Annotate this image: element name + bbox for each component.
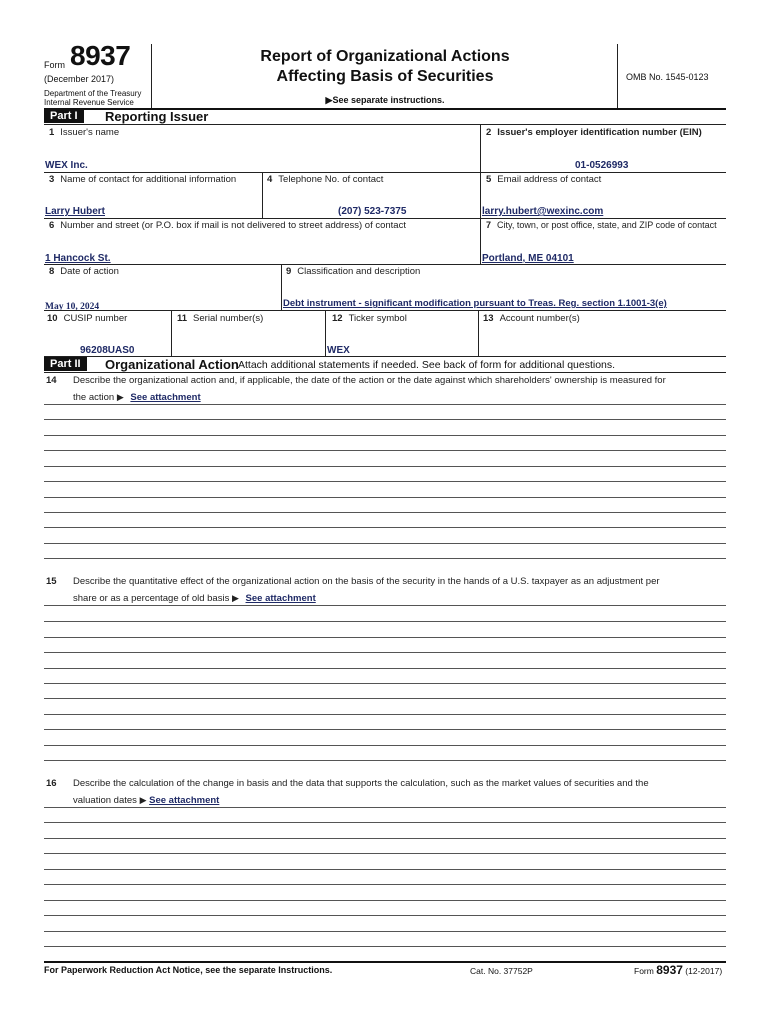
field-2-label: 2 Issuer's employer identification number (EIN) [486,127,702,138]
form-title-line2: Affecting Basis of Securities [276,68,494,85]
catalog-number: Cat. No. 37752P [470,966,533,976]
form-prefix: Form [44,60,65,70]
arrow-right-icon: ▶ [325,95,333,105]
part2-subtitle: Attach additional statements if needed. See back of form for additional questions. [238,359,616,371]
field-4-label: 4 Telephone No. of contact [267,174,384,185]
city-state-zip-value[interactable]: Portland, ME 04101 [482,253,574,264]
row2-divider-a [262,172,263,218]
field-11-label: 11 Serial number(s) [177,313,264,324]
footer-rule [44,961,726,963]
part2-tag: Part II [44,357,87,371]
field-3-label: 3 Name of contact for additional information [49,174,237,185]
q14-number: 14 [46,375,57,386]
arrow-right-icon: ▶ [116,392,124,402]
issuer-name-value[interactable]: WEX Inc. [45,160,88,171]
field-8-label: 8 Date of action [49,266,119,277]
part1-title-rule [44,124,726,125]
field-7-label: 7 City, town, or post office, state, and ZIP code of contact [486,220,717,230]
email-value[interactable]: larry.hubert@wexinc.com [482,206,604,217]
form-revision: (December 2017) [44,74,115,84]
ticker-value[interactable]: WEX [327,345,350,356]
part1-title: Reporting Issuer [105,109,209,124]
row2-rule [44,218,726,219]
part1-tag: Part I [44,109,84,123]
row1-divider [480,124,481,172]
field-1-label: 1 Issuer's name [49,127,120,138]
instructions-line [152,95,618,106]
row1-rule [44,172,726,173]
row5-divider-b [325,310,326,356]
q14-text-line1: Describe the organizational action and, if applicable, the date of the action or the date against which shareholders' ownership is measured for [73,375,666,386]
row2-divider-b [480,172,481,218]
row4-rule [44,310,726,311]
ein-value[interactable]: 01-0526993 [575,160,629,171]
row3-divider [480,218,481,264]
field-5-label: 5 Email address of contact [486,174,602,185]
field-6-label: 6 Number and street (or P.O. box if mail is not delivered to street address) of contact [49,220,406,231]
form-title-line1: Report of Organizational Actions [260,48,510,65]
agency-line1: Department of the Treasury [44,89,142,98]
field-9-label: 9 Classification and description [286,266,421,277]
q16-answer[interactable]: See attachment [149,795,220,806]
q16-text-line1: Describe the calculation of the change in basis and the data that supports the calculation, such as the market values of securities and the [73,778,649,789]
footer-form-id: Form 8937 (12-2017) [634,963,723,977]
row3-rule [44,264,726,265]
agency-line2: Internal Revenue Service [44,98,134,107]
q15-number: 15 [46,576,57,587]
date-of-action-value[interactable]: May 10, 2024 [45,302,100,312]
q15-text-line1: Describe the quantitative effect of the organizational action on the basis of the security in the hands of a U.S. taxpayer as an adjustment per [73,576,660,587]
arrow-right-icon: ▶ [139,795,147,805]
q14-text-line2: the action ▶ See attachment [73,392,201,403]
q16-number: 16 [46,778,57,789]
paperwork-notice: For Paperwork Reduction Act Notice, see the separate Instructions. [44,965,333,975]
classification-value[interactable]: Debt instrument - significant modification pursuant to Treas. Reg. section 1.1001-3(e) [283,298,667,309]
street-value[interactable]: 1 Hancock St. [45,253,111,264]
cusip-value[interactable]: 96208UAS0 [80,345,135,356]
form-number: 8937 [70,40,131,71]
contact-name-value[interactable]: Larry Hubert [45,206,106,217]
row4-divider [281,264,282,310]
arrow-right-icon: ▶ [231,593,239,603]
instructions-text: See separate instructions. [332,95,445,105]
field-13-label: 13 Account number(s) [483,313,580,324]
q15-text-line2: share or as a percentage of old basis ▶ See attachment [73,593,316,604]
q14-answer[interactable]: See attachment [130,392,201,403]
header-divider-right [617,44,618,108]
telephone-value[interactable]: (207) 523-7375 [338,206,407,217]
q15-answer[interactable]: See attachment [245,593,316,604]
field-12-label: 12 Ticker symbol [332,313,407,324]
omb-number: OMB No. 1545-0123 [626,72,709,82]
row5-divider-a [171,310,172,356]
row5-divider-c [478,310,479,356]
q16-text-line2: valuation dates ▶ See attachment [73,795,220,806]
part2-title: Organizational Action [105,357,239,372]
field-10-label: 10 CUSIP number [47,313,128,324]
